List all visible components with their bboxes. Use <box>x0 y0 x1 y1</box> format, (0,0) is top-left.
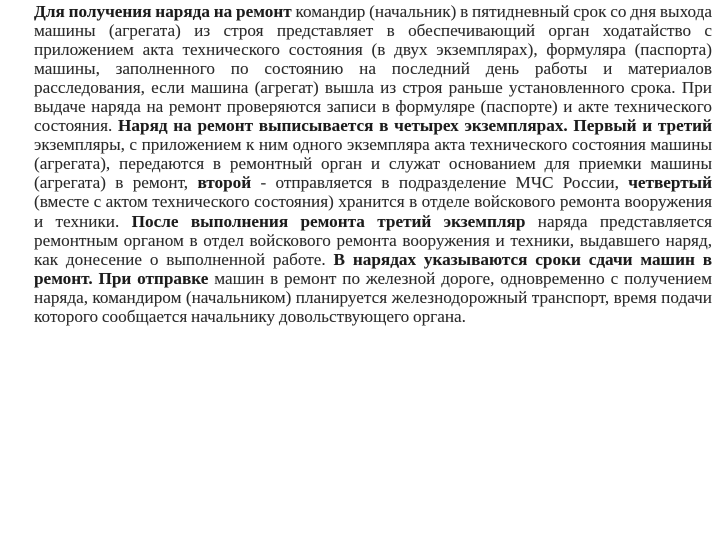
bold-phrase: Для получения наряда на ремонт <box>34 2 292 21</box>
text-run: наряда представляется ремонтным органом в отдел войскового ремонта вооружения и техники, выдавшего наряд, как донесение о выполненной работе. <box>34 211 712 269</box>
bold-phrase: второй <box>197 173 252 193</box>
body-text <box>34 2 712 326</box>
text-run: - отправляется в подразделение МЧС России, <box>251 173 629 193</box>
bold-phrase: четвертый <box>628 173 712 193</box>
bold-phrase: В нарядах указываются сроки сдачи машин в ремонт. При отправке <box>34 249 712 288</box>
text-run: (вместе с актом технического состояния) хранится в отделе войскового ремонта вооружения и техники. <box>34 192 712 231</box>
text-run: экземпляры, с приложением к ним одного экземпляра акта технического состояния машины (агрегата), передаются в ремонтный орган и служат основанием для приемки машины (агрегата) в ремонт, <box>34 135 712 193</box>
text-run: машин в ремонт по железной дороге, одновременно с получением наряда, командиром (начальником) планируется железнодорожный транспорт, время подачи которого сообщается начальнику довольствующего органа. <box>34 268 712 326</box>
text-run: командир (начальник) в пятидневный срок со дня выхода машины (агрегата) из строя представляет в обеспечивающий орган ходатайство с приложением акта технического состояния (в двух экземплярах), формуляра (паспорта) машины, заполненного по состоянию на последний день работы и материалов расследования, если машина (агрегат) вышла из строя раньше установленного срока. При выдаче наряда на ремонт проверяются записи в формуляре (паспорте) и акте технического состояния. <box>34 2 713 136</box>
bold-phrase: Наряд на ремонт выписывается в четырех экземплярах. Первый и третий <box>118 116 712 136</box>
bold-phrase: После выполнения ремонта третий экземпляр <box>131 211 526 231</box>
